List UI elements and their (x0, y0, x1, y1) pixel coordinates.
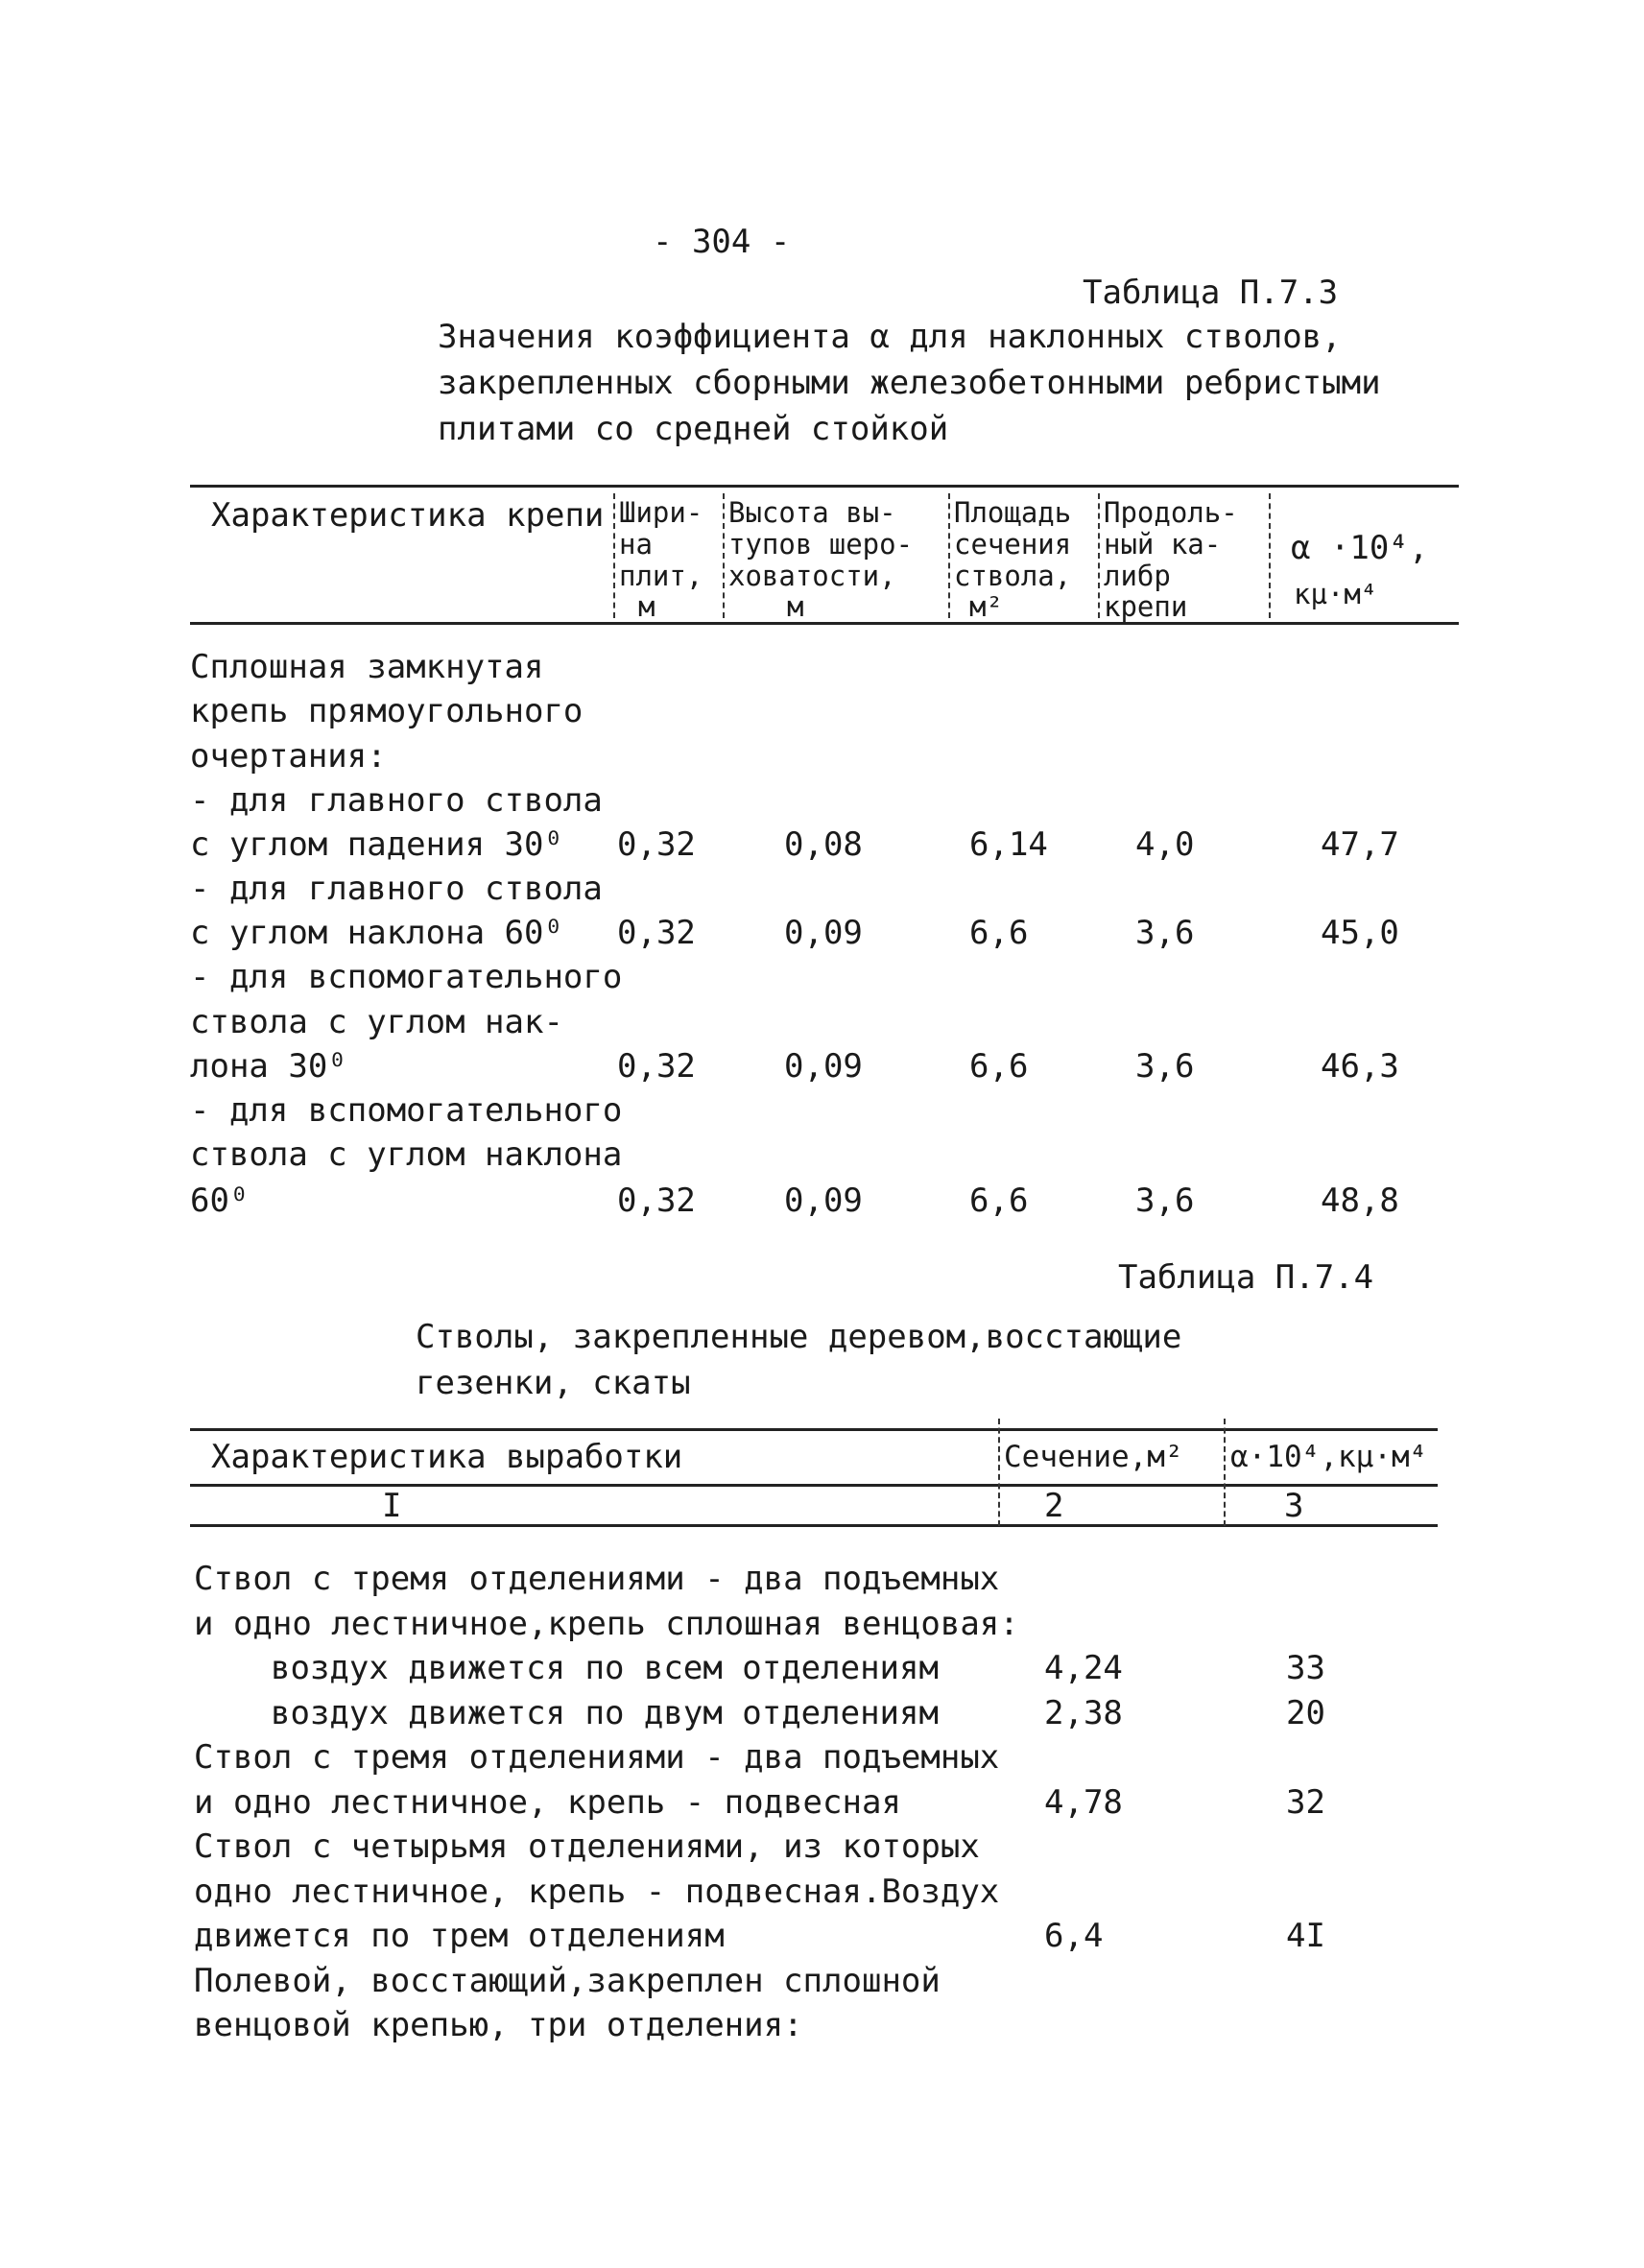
header-cell: плит, (619, 560, 703, 592)
row-label: одно лестничное, крепь - подвесная.Воздух (194, 1873, 1000, 1911)
caption-line: плитами со средней стойкой (438, 410, 949, 448)
row-label: с углом наклона 60⁰ (190, 914, 563, 952)
cell-caliber: 3,6 (1135, 1047, 1195, 1086)
cell-alpha: 33 (1286, 1649, 1325, 1687)
header-cell: Характеристика крепи (211, 496, 605, 535)
row-label: - для главного ствола (190, 781, 603, 820)
header-cell: ствола, (954, 560, 1072, 592)
row-label: Ствол с тремя отделениями - два подъемных (194, 1738, 1000, 1777)
row-label: - для вспомогательного (190, 958, 623, 996)
row-label: ствола с углом наклона (190, 1135, 623, 1174)
column-divider (998, 1419, 1000, 1526)
column-divider (1269, 493, 1271, 618)
caption-line: гезенки, скаты (416, 1364, 691, 1402)
row-label: лона 30⁰ (190, 1047, 347, 1086)
cell-alpha: 48,8 (1321, 1182, 1399, 1220)
header-cell: α·10⁴,кµ·м⁴ (1230, 1440, 1428, 1474)
cell-width: 0,32 (617, 1182, 696, 1220)
row-label: - для вспомогательного (190, 1091, 623, 1130)
header-cell: Площадь (954, 496, 1072, 529)
header-cell: ховатости, (728, 560, 896, 592)
cell-caliber: 4,0 (1135, 825, 1195, 864)
row-label: Сплошная замкнутая (190, 648, 544, 686)
row-label: воздух движется по всем отделениям (271, 1649, 939, 1687)
row-label: ствола с углом нак- (190, 1003, 563, 1041)
column-divider (723, 493, 725, 618)
column-divider (1098, 493, 1100, 618)
cell-caliber: 3,6 (1135, 914, 1195, 952)
row-label: очертания: (190, 737, 387, 776)
row-label: - для главного ствола (190, 870, 603, 908)
cell-area: 6,6 (969, 1182, 1029, 1220)
header-cell: м (787, 590, 804, 623)
column-number: I (382, 1487, 402, 1525)
table-header-rule (190, 1484, 1438, 1487)
header-cell: Шири- (619, 496, 703, 529)
caption-line: Стволы, закрепленные деревом,восстающие (416, 1318, 1182, 1356)
cell-section: 4,24 (1044, 1649, 1123, 1687)
row-label: венцовой крепью, три отделения: (194, 2006, 803, 2044)
cell-roughness: 0,09 (784, 1182, 863, 1220)
table-colnum-rule (190, 1524, 1438, 1527)
table-label: Таблица П.7.4 (1118, 1258, 1374, 1297)
cell-width: 0,32 (617, 825, 696, 864)
cell-width: 0,32 (617, 1047, 696, 1086)
row-label: и одно лестничное,крепь сплошная венцовая: (194, 1605, 1019, 1643)
header-cell: м (638, 590, 655, 623)
row-label: крепь прямоугольного (190, 692, 584, 730)
cell-section: 4,78 (1044, 1783, 1123, 1822)
cell-area: 6,6 (969, 1047, 1029, 1086)
column-number: 2 (1044, 1487, 1064, 1525)
header-cell: крепи (1104, 590, 1188, 623)
column-divider (1224, 1419, 1226, 1526)
header-cell: тупов шеро- (728, 528, 914, 561)
cell-roughness: 0,09 (784, 1047, 863, 1086)
row-label: Ствол с тремя отделениями - два подъемных (194, 1560, 1000, 1598)
cell-roughness: 0,08 (784, 825, 863, 864)
header-cell: кµ·м⁴ (1294, 578, 1378, 610)
header-cell: сечения (954, 528, 1072, 561)
caption-line: закрепленных сборными железобетонными ребристыми (438, 364, 1381, 402)
row-label: Полевой, восстающий,закреплен сплошной (194, 1962, 941, 2000)
header-cell: α ·10⁴, (1291, 529, 1429, 567)
header-cell: Сечение,м² (1004, 1440, 1183, 1474)
cell-section: 2,38 (1044, 1694, 1123, 1732)
header-cell: ный ка- (1104, 528, 1222, 561)
cell-alpha: 20 (1286, 1694, 1325, 1732)
cell-alpha: 32 (1286, 1783, 1325, 1822)
cell-caliber: 3,6 (1135, 1182, 1195, 1220)
cell-alpha: 45,0 (1321, 914, 1399, 952)
cell-area: 6,14 (969, 825, 1048, 864)
header-cell: Характеристика выработки (211, 1438, 683, 1476)
cell-alpha: 4I (1286, 1917, 1325, 1955)
cell-area: 6,6 (969, 914, 1029, 952)
cell-roughness: 0,09 (784, 914, 863, 952)
page-number: - 304 - (653, 223, 791, 261)
header-cell: м² (969, 590, 1003, 623)
table-label: Таблица П.7.3 (1083, 274, 1339, 312)
cell-width: 0,32 (617, 914, 696, 952)
cell-alpha: 46,3 (1321, 1047, 1399, 1086)
row-label: и одно лестничное, крепь - подвесная (194, 1783, 901, 1822)
row-label: Ствол с четырьмя отделениями, из которых (194, 1827, 980, 1866)
row-label: движется по трем отделениям (194, 1917, 725, 1955)
caption-line: Значения коэффициента α для наклонных стволов, (438, 318, 1342, 356)
table-top-rule (190, 1428, 1438, 1431)
table-header-rule (190, 622, 1459, 625)
cell-alpha: 47,7 (1321, 825, 1399, 864)
header-cell: Продоль- (1104, 496, 1238, 529)
header-cell: либр (1104, 560, 1171, 592)
header-cell: на (619, 528, 653, 561)
header-cell: Высота вы- (728, 496, 896, 529)
row-label: 60⁰ (190, 1182, 250, 1220)
column-number: 3 (1284, 1487, 1304, 1525)
row-label: воздух движется по двум отделениям (271, 1694, 939, 1732)
column-divider (613, 493, 615, 618)
cell-section: 6,4 (1044, 1917, 1104, 1955)
table-top-rule (190, 485, 1459, 488)
column-divider (948, 493, 950, 618)
row-label: с углом падения 30⁰ (190, 825, 563, 864)
